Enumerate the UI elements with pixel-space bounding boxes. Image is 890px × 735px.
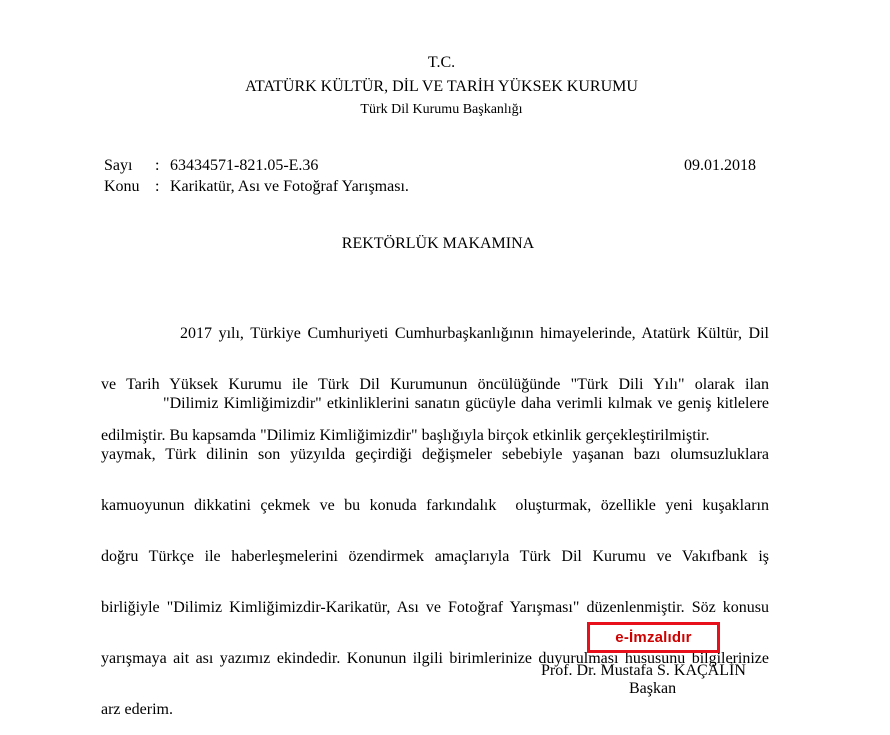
header-institution: ATATÜRK KÜLTÜR, DİL VE TARİH YÜKSEK KURUMU (245, 78, 638, 95)
paragraph-line: edilmiştir. Bu kapsamda "Dilimiz Kimliğimizdir" başlığıyla birçok etkinlik gerçekleştirilmiştir. (101, 427, 710, 444)
header-tc: T.C. (427, 54, 456, 71)
paragraph-line: yarışmaya ait ası yazımız ekindedir. Konunun ilgili birimlerinize duyurulması hususunu bilgilerinize (101, 650, 769, 667)
paragraph-line: arz ederim. (101, 701, 173, 718)
sayi-separator: : (155, 157, 160, 174)
paragraph-line: ve Tarih Yüksek Kurumu ile Türk Dil Kurumunun öncülüğünde "Türk Dili Yılı" olarak ilan (101, 376, 769, 393)
konu-label: Konu (104, 178, 140, 195)
konu-separator: : (155, 178, 160, 195)
signer-title: Başkan (629, 680, 677, 697)
paragraph-line: birliğiyle "Dilimiz Kimliğimizdir-Karikatür, Ası ve Fotoğraf Yarışması" düzenlenmiştir. Söz konusu (101, 599, 769, 616)
signer-name: Prof. Dr. Mustafa S. KAÇALİN (541, 662, 746, 679)
paragraph-line: doğru Türkçe ile haberleşmelerini özendirmek amaçlarıyla Türk Dil Kurumu ve Vakıfbank iş (101, 548, 769, 565)
sayi-label: Sayı (104, 157, 133, 174)
recipient-heading: REKTÖRLÜK MAKAMINA (341, 235, 535, 252)
e-signature-stamp (587, 622, 720, 653)
sayi-value: 63434571-821.05-E.36 (170, 157, 319, 174)
header-department: Türk Dil Kurumu Başkanlığı (360, 102, 523, 117)
paragraph-line: yaymak, Türk dilinin son yüzyılda geçirdiği değişmeler sebebiyle yaşanan bazı olumsuzluklara (101, 446, 769, 463)
konu-value: Karikatür, Ası ve Fotoğraf Yarışması. (170, 178, 409, 195)
paragraph-line: 2017 yılı, Türkiye Cumhuriyeti Cumhurbaşkanlığının himayelerinde, Atatürk Kültür, Dil (101, 325, 770, 342)
document-date: 09.01.2018 (684, 157, 756, 174)
e-signature-stamp-text: e-İmzalıdır (615, 629, 692, 646)
paragraph-line: "Dilimiz Kimliğimizdir" etkinliklerini sanatın gücüyle daha verimli kılmak ve geniş kitlelere (101, 395, 770, 412)
paragraph-line: kamuoyunun dikkatini çekmek ve bu konuda farkındalık oluşturmak, özellikle yeni kuşakların (101, 497, 769, 514)
